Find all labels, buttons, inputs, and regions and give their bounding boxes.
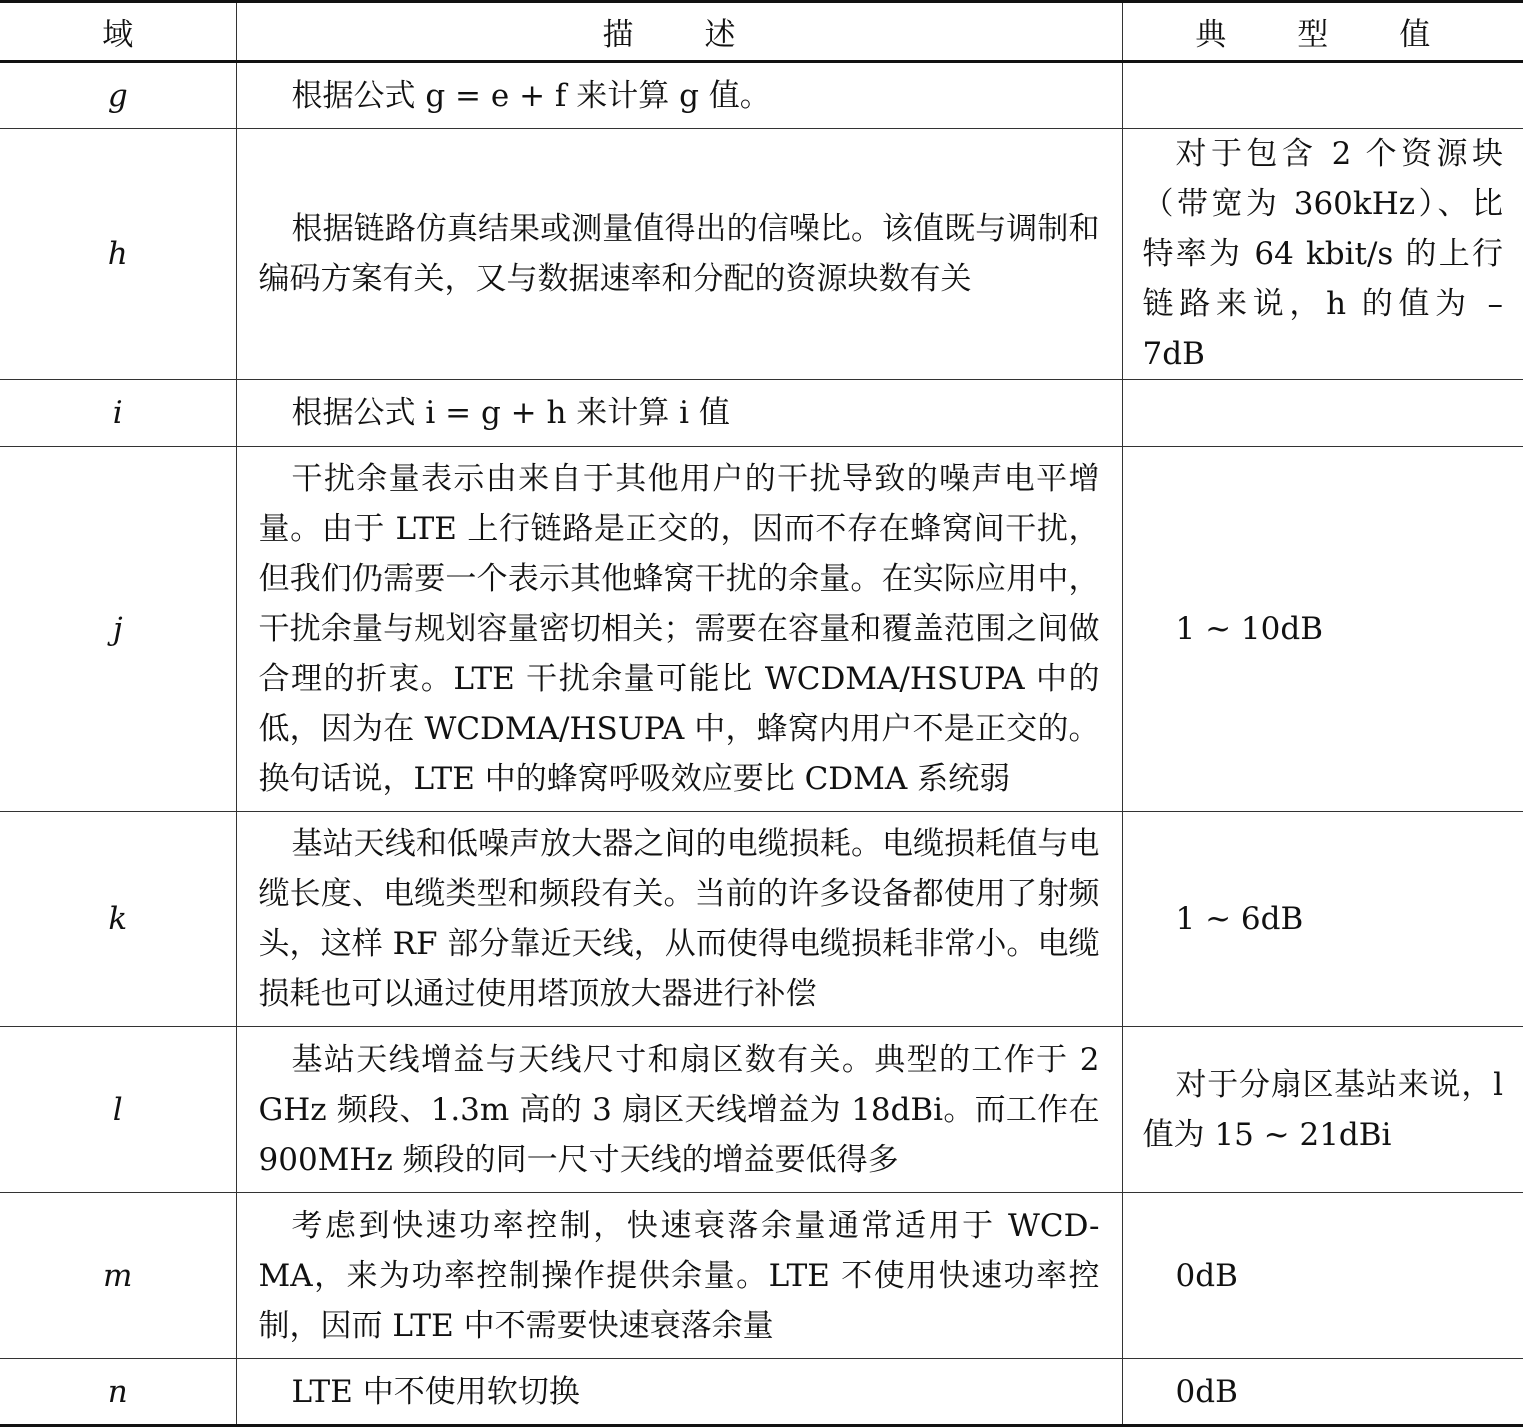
- description-cell: [236, 380, 1122, 447]
- typical-value-cell: [1122, 1193, 1523, 1359]
- description-cell: [236, 1193, 1122, 1359]
- domain-cell: l: [0, 1027, 236, 1193]
- typical-value-text: 对于包含 2 个资源块（带宽为 360kHz）、比特率为 64 kbit/s 的上行链路来说，h 的值为 –7dB: [1142, 136, 1503, 372]
- description-cell: [236, 812, 1122, 1027]
- description-cell: [236, 447, 1122, 812]
- description-text: 干扰余量表示由来自于其他用户的干扰导致的噪声电平增量。由于 LTE 上行链路是正交的，因而不存在蜂窝间干扰，但我们仍需要一个表示其他蜂窝干扰的余量。在实际应用中，干扰余量与规划容量密切相关；需要在容量和覆盖范围之间做合理的折衷。LTE 干扰余量可能比 WCDMA/HSUPA 中的低，因为在 WCDMA/HSUPA 中，蜂窝内用户不是正交的。换句话说，LTE 中的蜂窝呼吸效应要比 CDMA 系统弱: [258, 461, 1100, 797]
- header-description: 描 述: [236, 2, 1122, 62]
- description-text: 基站天线增益与天线尺寸和扇区数有关。典型的工作于 2 GHz 频段、1.3m 高的 3 扇区天线增益为 18dBi。而工作在 900MHz 频段的同一尺寸天线的增益要低得多: [258, 1041, 1100, 1178]
- header-typical-value: 典 型 值: [1122, 2, 1523, 62]
- description-cell: [236, 1027, 1122, 1193]
- domain-cell: m: [0, 1193, 236, 1359]
- table-row: [0, 1359, 1523, 1426]
- typical-value-cell: [1122, 1359, 1523, 1426]
- typical-value-text: 1 ~ 10dB: [1175, 611, 1323, 647]
- table-row: [0, 380, 1523, 447]
- header-domain: 域: [0, 2, 236, 62]
- description-text: 根据公式 i = g + h 来计算 i 值: [291, 395, 730, 431]
- table-row: [0, 1027, 1523, 1193]
- typical-value-text: 0dB: [1175, 1257, 1238, 1294]
- typical-value-text: 对于分扇区基站来说，l 值为 15 ~ 21dBi: [1142, 1066, 1503, 1153]
- domain-cell: h: [0, 129, 236, 380]
- typical-value-text: 0dB: [1175, 1373, 1238, 1410]
- domain-cell: j: [0, 447, 236, 812]
- description-text: 基站天线和低噪声放大器之间的电缆损耗。电缆损耗值与电缆长度、电缆类型和频段有关。当前的许多设备都使用了射频头，这样 RF 部分靠近天线，从而使得电缆损耗非常小。电缆损耗也可以通过使用塔顶放大器进行补偿: [258, 826, 1100, 1012]
- header-row: [0, 2, 1523, 62]
- description-text: 考虑到快速功率控制，快速衰落余量通常适用于 WCD-MA，来为功率控制操作提供余量。LTE 不使用快速功率控制，因而 LTE 中不需要快速衰落余量: [258, 1207, 1100, 1344]
- domain-cell: g: [0, 62, 236, 129]
- typical-value-text: 1 ~ 6dB: [1175, 901, 1304, 937]
- typical-value-cell: [1122, 62, 1523, 129]
- typical-value-cell: [1122, 1027, 1523, 1193]
- description-text: 根据链路仿真结果或测量值得出的信噪比。该值既与调制和编码方案有关，又与数据速率和分配的资源块数有关: [258, 211, 1100, 297]
- typical-value-cell: [1122, 380, 1523, 447]
- description-text: 根据公式 g = e + f 来计算 g 值。: [291, 77, 771, 114]
- typical-value-cell: [1122, 129, 1523, 380]
- description-cell: [236, 129, 1122, 380]
- domain-cell: i: [0, 380, 236, 447]
- table-row: [0, 447, 1523, 812]
- typical-value-cell: [1122, 812, 1523, 1027]
- domain-cell: k: [0, 812, 236, 1027]
- domain-cell: n: [0, 1359, 236, 1426]
- table-row: [0, 812, 1523, 1027]
- table-row: [0, 1193, 1523, 1359]
- table-row: [0, 62, 1523, 129]
- typical-value-cell: [1122, 447, 1523, 812]
- description-cell: [236, 62, 1122, 129]
- description-cell: [236, 1359, 1122, 1426]
- description-text: LTE 中不使用软切换: [291, 1373, 580, 1410]
- table-row: [0, 129, 1523, 380]
